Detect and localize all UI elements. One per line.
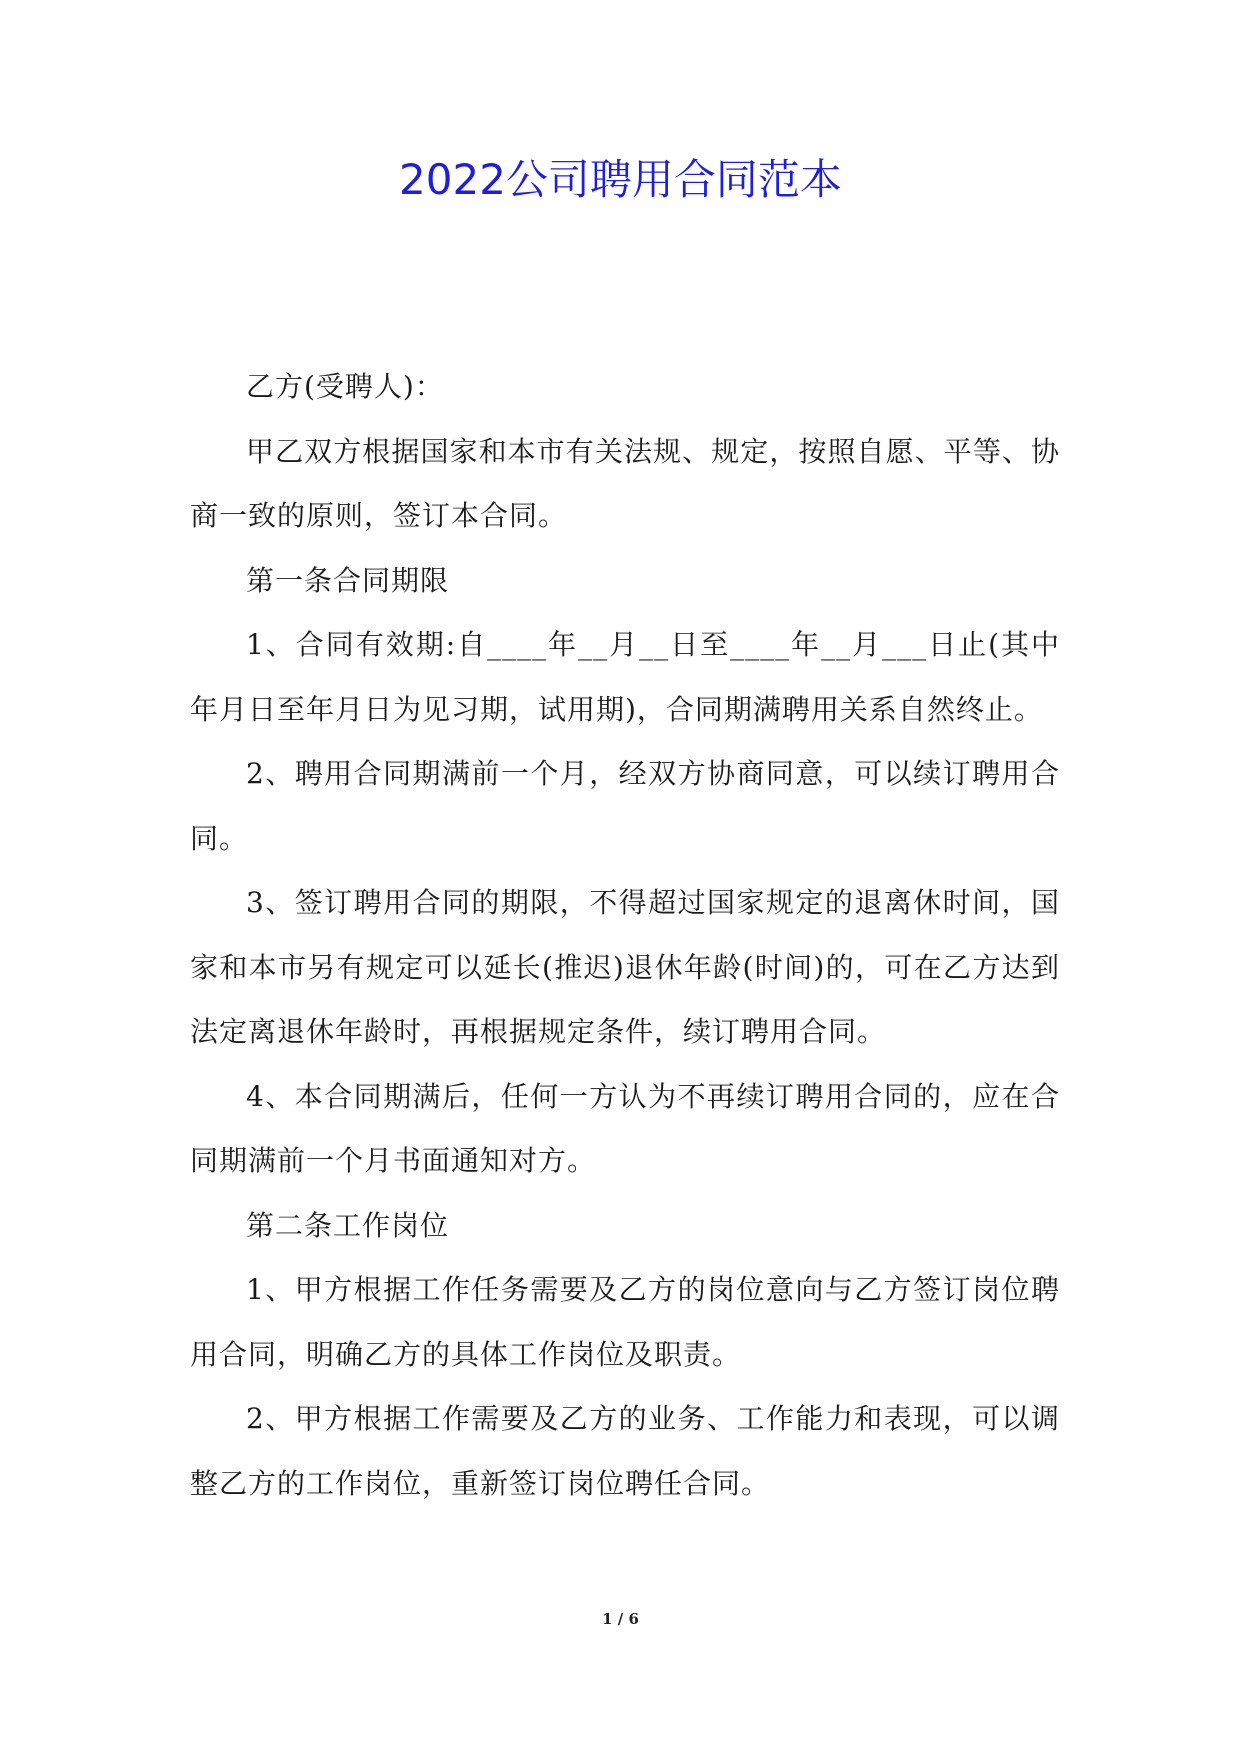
paragraph-position-2: 2、甲方根据工作需要及乙方的业务、工作能力和表现，可以调整乙方的工作岗位，重新签订岗位聘任合同。 — [190, 1402, 1060, 1500]
section-heading-term: 第一条合同期限 — [246, 563, 450, 597]
paragraph-term-3: 3、签订聘用合同的期限，不得超过国家规定的退离休时间，国家和本市另有规定可以延长(推迟)退休年龄(时间)的，可在乙方达到法定离退休年龄时，再根据规定条件，续订聘用合同。 — [190, 886, 1060, 1048]
paragraph-intro: 甲乙双方根据国家和本市有关法规、规定，按照自愿、平等、协商一致的原则，签订本合同。 — [190, 434, 1060, 532]
paragraph-party-b: 乙方(受聘人)： — [246, 370, 444, 403]
paragraph-term-1: 1、合同有效期:自____年__月__日至____年__月___日止(其中年月日至年月日为见习期，试用期)，合同期满聘用关系自然终止。 — [190, 628, 1060, 726]
document-title: 2022公司聘用合同范本 — [399, 155, 842, 204]
section-heading-position: 第二条工作岗位 — [246, 1208, 450, 1242]
paragraph-term-2: 2、聘用合同期满前一个月，经双方协商同意，可以续订聘用合同。 — [190, 757, 1060, 855]
paragraph-position-1: 1、甲方根据工作任务需要及乙方的岗位意向与乙方签订岗位聘用合同，明确乙方的具体工作岗位及职责。 — [190, 1273, 1060, 1371]
paragraph-term-4: 4、本合同期满后，任何一方认为不再续订聘用合同的，应在合同期满前一个月书面通知对方。 — [190, 1079, 1060, 1177]
page-number: 1 / 6 — [602, 1610, 639, 1628]
document-body — [190, 355, 1060, 1516]
